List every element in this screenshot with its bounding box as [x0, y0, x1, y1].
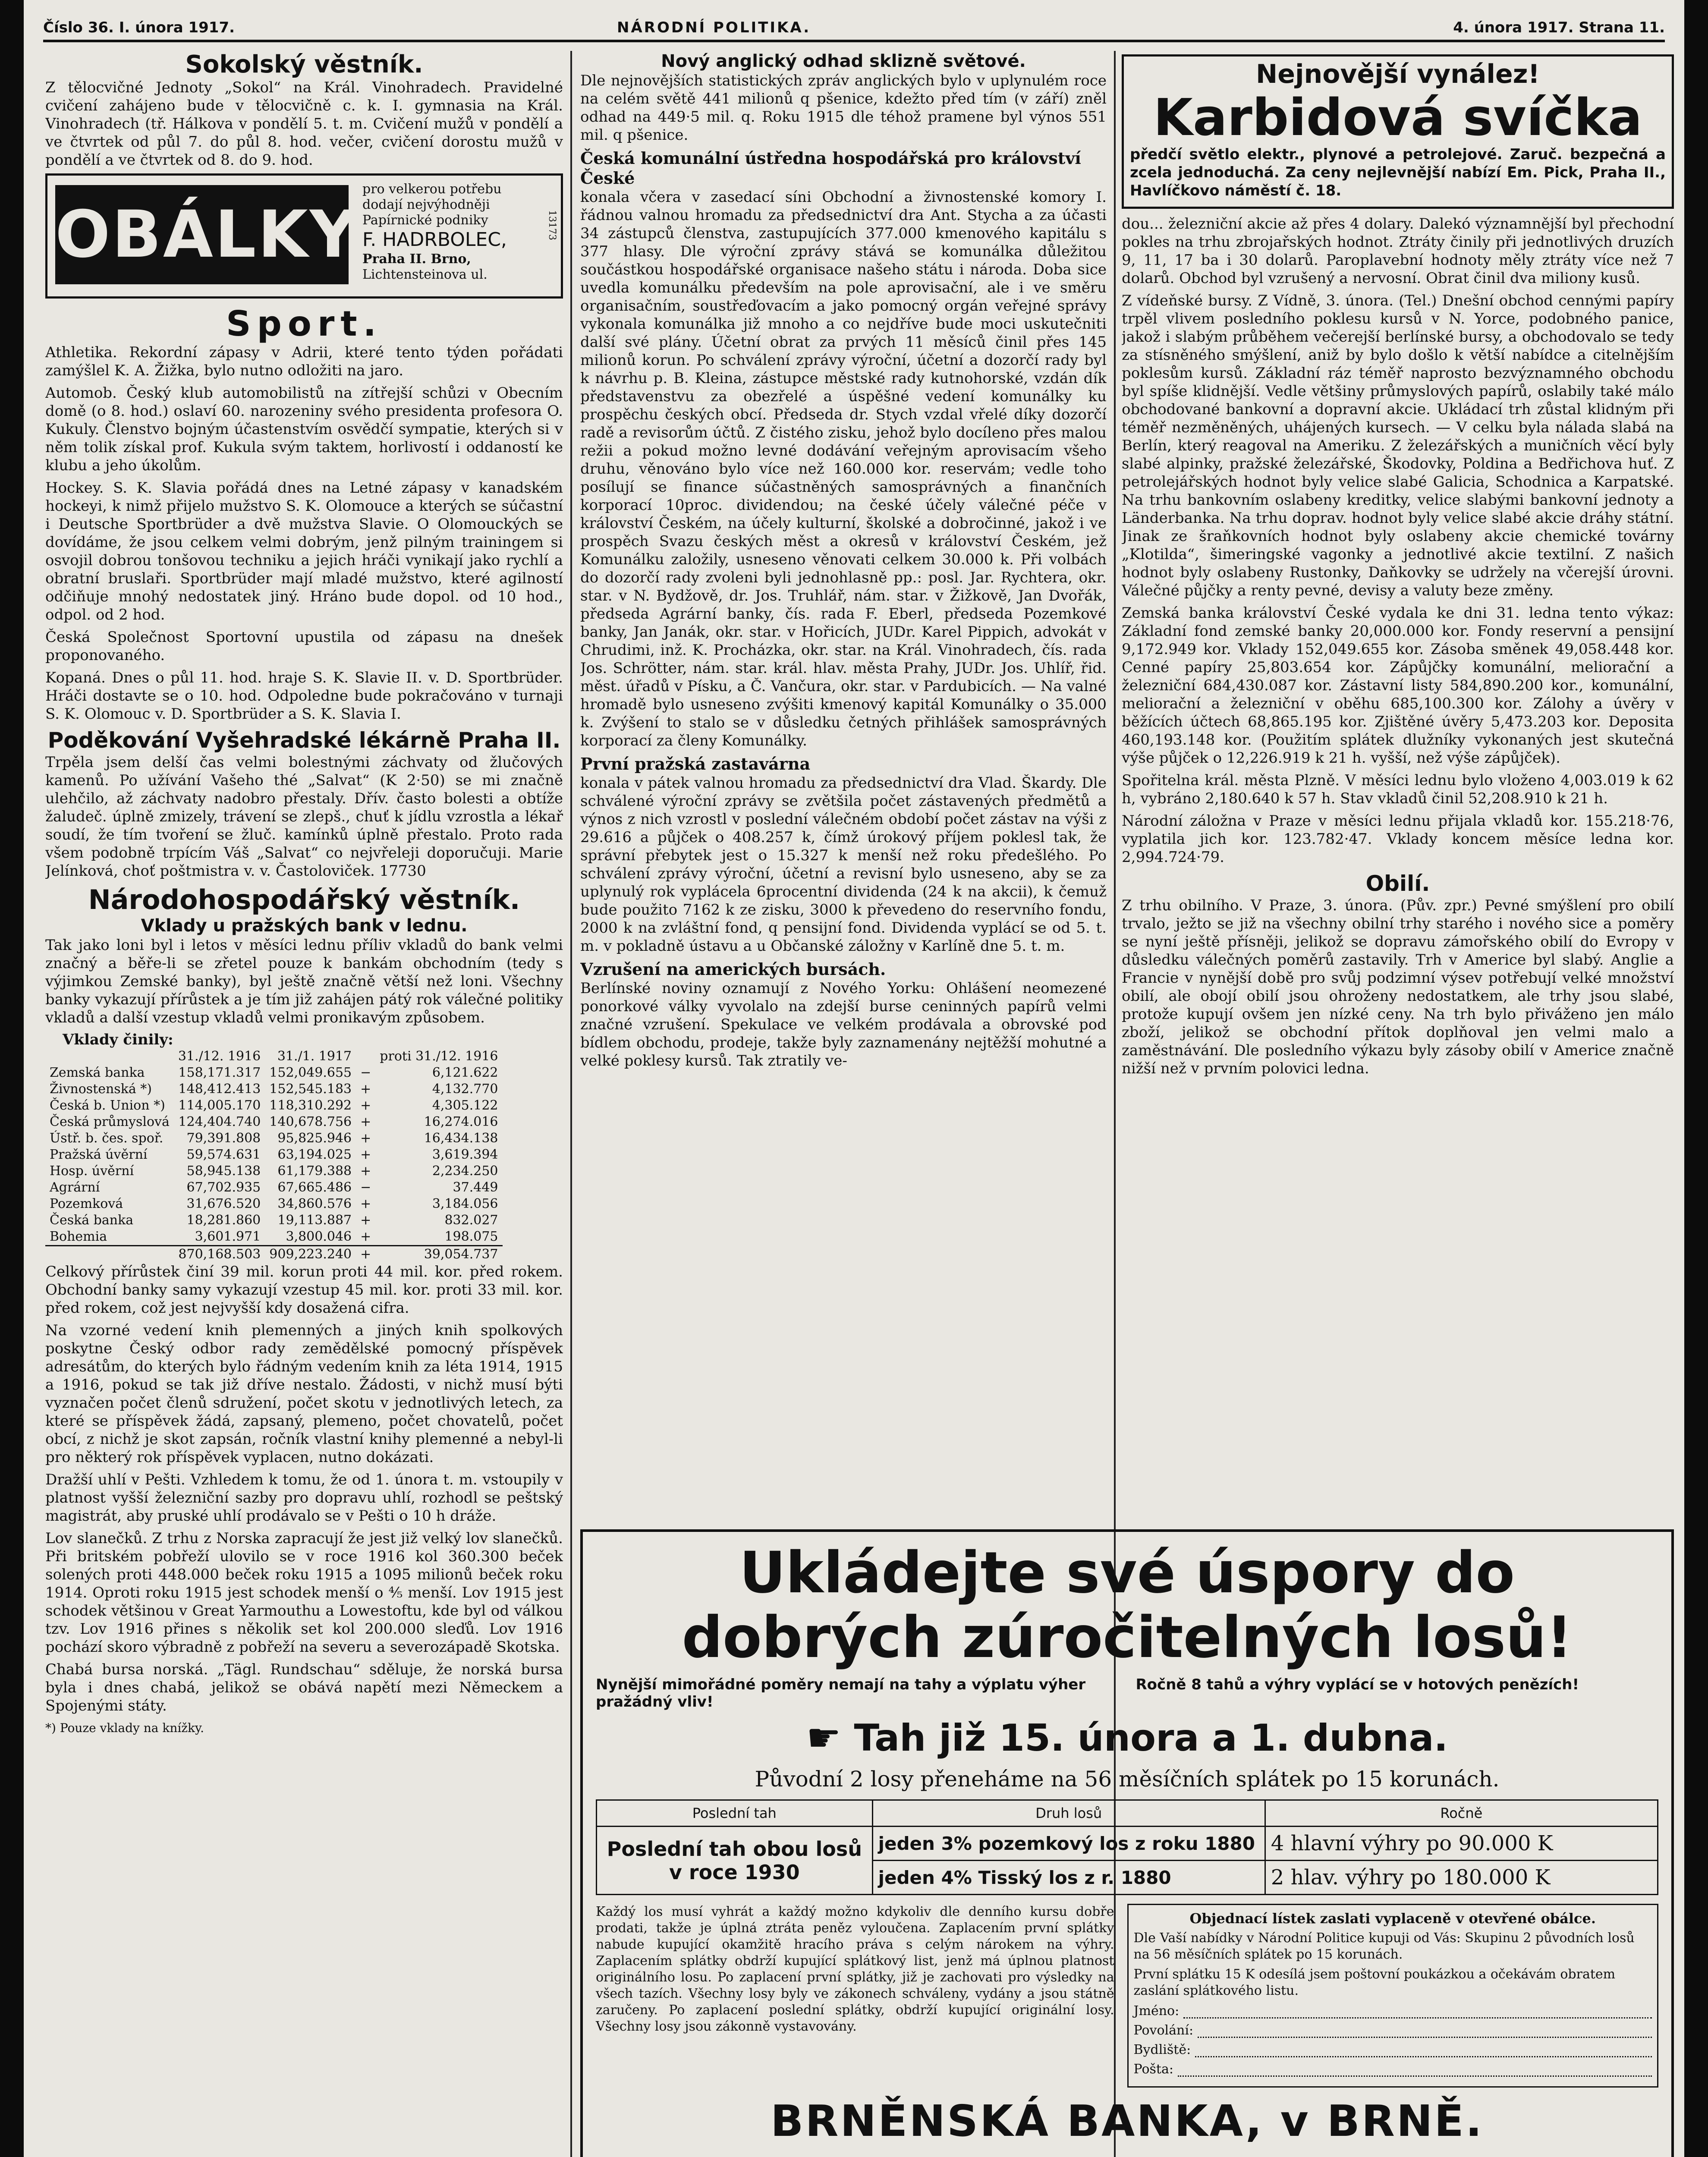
bank-name-cell: Česká průmyslová: [50, 1114, 170, 1129]
th-kind: Druh losů: [872, 1800, 1265, 1827]
deposits-table-body: [45, 1065, 503, 1246]
bank-name-cell: Pozemková: [50, 1196, 123, 1211]
deposits-table-row: [45, 1065, 503, 1081]
deposits-table-row: [45, 1081, 503, 1097]
pointing-hand-icon: ☛: [806, 1715, 841, 1761]
obalky-street: Lichtensteinova ul.: [362, 267, 488, 282]
vklady-subtitle: Vklady u pražských bank v lednu.: [141, 916, 468, 936]
podekovani-text: Trpěla jsem delší čas velmi bolestnými záchvaty od žlučových kamenů. Po užívání Vašeho thé „Salvat“ (K 2·50) se mi značně ulehčilo, až záchvaty nadobro přestaly. Dřív. často bolesti a obtíže žaludeč. úplně zmizely, trávení se zlepš., chuť k jídlu vzrostla a lékař soudí, že tím tvoření se žluč. kamínků úplně přestalo. Proto rada všem podobně trpícím Váš „Salvat“ co nejvřeleji doporučuji. Marie Jelínková, choť poštmistra v. v. Častoloviček. 17730: [45, 754, 563, 880]
change-cell: 37.449: [453, 1180, 498, 1195]
footnote: *) Pouze vklady na knížky.: [45, 1721, 204, 1735]
deposit-1916-cell: 114,005.170: [178, 1098, 261, 1113]
bank-name-cell: Ústř. b. čes. spoř.: [50, 1131, 164, 1146]
field-address-label: Bydliště:: [1133, 2042, 1191, 2057]
deposit-1917-cell: 3,800.046: [286, 1229, 352, 1244]
deposit-1916-cell: 18,281.860: [186, 1213, 261, 1228]
deposit-1917-cell: 63,194.025: [277, 1147, 352, 1162]
podekovani-title: Poděkování Vyšehradské lékárně Praha II.: [47, 728, 561, 753]
change-cell: 4,305.122: [432, 1098, 498, 1113]
column-1: [45, 51, 563, 2157]
field-job-label: Povolání:: [1133, 2023, 1194, 2038]
column-2: [580, 51, 1107, 1502]
deposit-1917-cell: 67,665.486: [277, 1180, 352, 1195]
change-cell: 16,274.016: [424, 1114, 498, 1129]
zemska-banka-vykaz: Zemská banka království České vydala ke dni 31. ledna tento výkaz: Základní fond zemské banky 20,000.000 kor. Fondy reservní a pensijní 9,172.949 kor. Vklady 152,049.655 kor. Zásoba směnek 49,058.448 kor. Cenné papíry 25,803.654 kor. Zápůjčky komunální, meliorační a železniční 684,430.087 kor. Zástavní listy 584,890.200 kor., komunální, meliorační a železniční v oběhu 685,100.300 kor. Zálohy a úvěry v běžících účtech 68,865.195 kor. Zjištěné úvěry 5,473.203 kor. Deposita 460,193.148 kor. (Použitím splátek dlužníky vykonaných jest skutečná výše půjček o 12,226.919 k 21 h. vyšší, než výše zápůjček).: [1122, 604, 1674, 767]
deposits-table-total: [45, 1246, 503, 1263]
deposits-table-row: [45, 1114, 503, 1130]
scan-border-left: [0, 0, 24, 2157]
deposits-table-row: [45, 1163, 503, 1179]
deposit-1916-cell: 79,391.808: [186, 1131, 261, 1146]
deposit-1917-cell: 118,310.292: [269, 1098, 352, 1113]
sport-spolecnost: Česká Společnost Sportovní upustila od zápasu na dnešek proponovaného.: [45, 629, 563, 664]
total-label: [45, 1246, 174, 1263]
deposit-1917-cell: 152,049.655: [269, 1065, 352, 1080]
change-sign-cell: −: [360, 1065, 371, 1080]
change-sign-cell: +: [360, 1229, 371, 1244]
bank-name-cell: Živnostenská *): [50, 1082, 152, 1097]
header-masthead: NÁRODNÍ POLITIKA.: [617, 19, 811, 36]
bank-name-cell: Česká banka: [50, 1213, 134, 1228]
obalky-city: Praha II. Brno,: [362, 252, 471, 267]
obalky-advertisement: [45, 173, 563, 299]
th-1916: 31./12. 1916: [178, 1049, 261, 1064]
sokol-title: Sokolský věstník.: [185, 51, 423, 79]
deposits-table-row: [45, 1147, 503, 1163]
nh-knihy: Na vzorné vedení knih plemenných a jiných knih spolkových poskytne Český odbor rady zemědělské pomocný příspěvek adresátům, do kterých bylo řádným vedením knih za léta 1914, 1915 a 1916, pokud se tak již dříve nestalo. Žádosti, v nichž musí býti vyznačen počet členů sdružení, počet skotu v jednotlivých letech, za které se příspěvek žádá, zapsaný, plemeno, počet chovatelů, počet obcí, z nichž je skot zapsán, ročník vlastní knihy plemenné a nebyl-li pro některý rok příspěvek vyplacen, nutno dokázati.: [45, 1322, 563, 1466]
narodni-zalozna: Národní záložna v Praze v měsíci lednu přijala vkladů kor. 155.218·76, vyplatila jich kor. 123.782·47. Vklady koncem měsíce ledna kor. 2,994.724·79.: [1122, 812, 1674, 866]
lottery-draw: Tah již 15. února a 1. dubna.: [854, 1717, 1448, 1760]
deposits-table-header: [45, 1048, 503, 1065]
total-1917: 909,223.240: [269, 1247, 352, 1262]
deposit-1917-cell: 34,860.576: [277, 1196, 352, 1211]
total-diff: 39,054.737: [424, 1247, 498, 1262]
lottery-draw-row: [596, 1717, 1658, 1760]
deposit-1916-cell: 31,676.520: [186, 1196, 261, 1211]
obalky-line3: Papírnické podniky: [362, 213, 488, 228]
deposits-table-row: [45, 1097, 503, 1114]
lottery-headline-1: Ukládejte své úspory do: [739, 1540, 1515, 1606]
th-sign: [356, 1048, 375, 1065]
kind-1: jeden 3% pozemkový los z roku 1880: [872, 1827, 1265, 1861]
lottery-info-right: Ročně 8 tahů a výhry vyplácí se v hotových penězích!: [1136, 1676, 1579, 1693]
karbid-text: předčí světlo elektr., plynové a petrolejové. Zaruč. bezpečná a zcela jednoduchá. Za ceny nejlevnější nabízí Em. Pick, Praha II., Havlíčkovo náměstí č. 18.: [1130, 146, 1666, 199]
order-form: [1127, 1904, 1659, 2088]
yearly-1: 4 hlavní výhry po 90.000 K: [1265, 1827, 1658, 1861]
lottery-table: [596, 1799, 1658, 1895]
deposit-1917-cell: 61,179.388: [277, 1163, 352, 1179]
bank-name-cell: Hosp. úvěrní: [50, 1163, 134, 1179]
field-name-label: Jméno:: [1133, 2003, 1180, 2019]
obalky-text: [362, 182, 552, 283]
field-name-line: [1183, 2006, 1652, 2019]
total-sign: +: [360, 1247, 371, 1262]
lottery-small-text: Každý los musí vyhrát a každý možno kdykoliv dle denního kursu dobře prodati, takže je úplná ztráta peněz vyloučena. Zaplacením první splátky nabude kupující okamžitě hracího práva s celým nárokem na výhry. Zaplacením splátky obdrží kupující splátkový list, jenž má úplnou platnost originálního losu. Po zaplacení první splátky, již je zachovati pro výsledky na všech tazích. Všechny losy byly ve zákonech schváleny, vydány a jsou státně zaručeny. Po zaplacení poslední splátky, obdrží kupující originální losy. Všechny losy jsou zákonně vystavovány.: [596, 1904, 1114, 2034]
nh-celkovy: Celkový přírůstek činí 39 mil. korun proti 44 mil. kor. před rokem. Obchodní banky samy vykazují vzestup 45 mil. kor. proti 33 mil. kor. před rokem, což jest nejvyšší kdy dosažená cifra.: [45, 1263, 563, 1317]
field-address-line: [1195, 2045, 1652, 2057]
th-last-draw: Poslední tah: [597, 1800, 873, 1827]
change-sign-cell: +: [360, 1147, 371, 1162]
sport-hockey: Hockey. S. K. Slavia pořádá dnes na Letné zápasy v kanadském hockeyi, k nimž přijelo mužstvo S. K. Olomouce a kterých se súčastní i Deutsche Sportbrüder a dvě mužstva Slavie. O Olomouckých se dovídáme, že jsou celkem velmi dobrým, jenž pilným trainingem si osvojil dobrou tonšovou techniku a jejich hráči vynikají jako rychlí a obratní bruslaři. Sportbrüder mají mladé mužstvo, které agilností odčiňuje mnohý nedostatek jiný. Hráno bude dopol. od 10 hod., odpol. od 2 hod.: [45, 479, 563, 623]
header-right: 4. února 1917. Strana 11.: [1453, 19, 1665, 36]
lottery-headline-2: dobrých zúročitelných losů!: [682, 1604, 1573, 1671]
bank-name-cell: Pražská úvěrní: [50, 1147, 148, 1162]
change-sign-cell: +: [360, 1098, 371, 1113]
field-post-label: Pošta:: [1133, 2062, 1173, 2077]
vklady-text: Tak jako loni byl i letos v měsíci lednu příliv vkladů do bank velmi značný a běře-li se zřetel pouze k bankám obchodním (tedy s výjimkou Zemské banky), byl ještě značně větší než loni. Všechny banky vykazují přírůstek a je tím již zahájen pátý rok válečné politiky vkladů a další vzestup vkladů velmi pronikavým způsobem.: [45, 937, 563, 1026]
karbid-top: Nejnovější vynález!: [1256, 59, 1540, 89]
bursy-continued: dou... železniční akcie až přes 4 dolary. Dalekó významnější byl přechodní pokles na trhu zbrojařských hodnot. Ztráty činily při jednotlivých druzích 9, 11, 17 ba i 30 dolarů. Paroplavební hodnoty měly ztráty více než 7 dolarů. Obchod byl vzrušený a nervosní. Obrat činil dva miliony kusů.: [1122, 215, 1674, 287]
deposit-1916-cell: 59,574.631: [186, 1147, 261, 1162]
deposit-1917-cell: 95,825.946: [277, 1131, 352, 1146]
bank-name-cell: Zemská banka: [50, 1065, 145, 1080]
deposits-table-row: [45, 1212, 503, 1229]
narodohospodarsky-title: Národohospodářský věstník.: [88, 884, 520, 915]
th-bank: [45, 1048, 174, 1065]
obalky-line1: pro velkerou potřebu: [362, 182, 502, 197]
bank-name-cell: Agrární: [50, 1180, 100, 1195]
change-sign-cell: +: [360, 1196, 371, 1211]
change-cell: 198.075: [444, 1229, 498, 1244]
obalky-code: 13173: [547, 210, 557, 240]
sklizen-title: Nový anglický odhad sklizně světové.: [661, 51, 1026, 71]
change-cell: 832.027: [444, 1213, 498, 1228]
order-field-name: [1134, 2003, 1652, 2019]
total-1916: 870,168.503: [178, 1247, 261, 1262]
deposit-1917-cell: 140,678.756: [269, 1114, 352, 1129]
deposits-table-row: [45, 1179, 503, 1196]
komunalka-title: Česká komunální ústředna hospodářská pro království České: [580, 148, 1081, 188]
change-sign-cell: +: [360, 1131, 371, 1146]
order-field-post: [1134, 2062, 1652, 2077]
bank-name-cell: Česká b. Union *): [50, 1098, 165, 1113]
change-cell: 3,184.056: [432, 1196, 498, 1211]
deposit-1916-cell: 148,412.413: [178, 1082, 261, 1097]
obalky-line2: dodají nejvýhodněji: [362, 197, 490, 212]
deposits-table: [45, 1048, 503, 1263]
lottery-info-row: [596, 1676, 1658, 1711]
obalky-logo: OBÁLKY: [55, 185, 349, 284]
karbid-title: Karbidová svíčka: [1153, 88, 1642, 147]
change-cell: 4,132.770: [432, 1082, 498, 1097]
order-title: Objednací lístek zaslati vyplaceně v otevřené obálce.: [1189, 1910, 1596, 1927]
th-1917: 31./1. 1917: [277, 1049, 352, 1064]
order-field-address: [1134, 2042, 1652, 2057]
scan-border-right: [1684, 0, 1708, 2157]
column-divider-1: [570, 51, 572, 2157]
change-sign-cell: +: [360, 1082, 371, 1097]
bursy-text: Berlínské noviny oznamují z Nového Yorku: Ohlášení neomezené ponorkové války vyvolalo na zdejší burse ceninných papírů velmi značné vzrušení. Spekulace ve velkém prodávala a obrovské pod bídlem obchodu, prodeje, takže byly zaznamenány nejtěžší mohutné a velké poklesy kursů. Tak ztratily ve-: [580, 980, 1107, 1069]
kind-2: jeden 4% Tisský los z r. 1880: [872, 1861, 1265, 1895]
sport-athletika: Athletika. Rekordní zápasy v Adrii, které tento týden pořádati zamýšlel K. A. Žižka, bylo nutno odložiti na jaro.: [45, 344, 563, 379]
header-rule: [43, 40, 1665, 42]
karbid-advertisement: [1122, 54, 1674, 209]
sporitelna-plzen: Spořitelna král. města Plzně. V měsíci lednu bylo vloženo 4,003.019 k 62 h, vybráno 2,180.640 k 57 h. Stav vkladů činil 52,208.910 k 21 h.: [1122, 772, 1674, 807]
sport-kopana: Kopaná. Dnes o půl 11. hod. hraje S. K. Slavie II. v. D. Sportbrüder. Hráči dostavte se o 10. hod. Odpoledne bude pokračováno v turnaji S. K. Olomouc v. D. Sportbrüder a S. K. Slavia I.: [45, 669, 563, 723]
lottery-info-left: Nynější mimořádné poměry nemají na tahy a výplatu výher pražádný vliv!: [596, 1676, 1086, 1711]
change-cell: 6,121.622: [432, 1065, 498, 1080]
header-left: Číslo 36. I. února 1917.: [43, 19, 235, 36]
komunalka-text: konala včera v zasedací síni Obchodní a živnostenské komory I. řádnou valnou hromadu za předsednictví dra Ant. Stycha a za účasti 34 zástupců členstva, zastupujících 377.000 kmenového kapitálu s 377 hlasy. Dle výroční zprávy stává se komunálka důležitou součástkou hospodářské organisace našeho státu i národa. Doba sice uvedla komunálku především na pole aprovisační, ale i ve směru organisačním, soustřeďovacím a jako pomocný orgán veřejné správy vykonala komunálka již mnoho a co nejdříve bude moci uskutečniti další své plány. Účetní obrat za prvých 11 měsíců činil přes 145 milionů korun. Po schválení zprávy výroční, účetní a dozorčí rady byl k návrhu p. B. Kleina, zástupce městské rady kutnohorské, vzdán dík představenstvu za obezřelé a úspěšné vedení komunálky ku prospěchu českých obcí. Předseda dr. Stych vzdal vřelé díky dozorčí radě a revisorům účtů. Z čistého zisku, jehož bylo docíleno přes malou režii a pokud možno levné dodávání veřejným aprovisacím všeho druhu, věnováno bylo více než 160.000 kor. reservám; vedle toho posílují se finance súčastněných samosprávných a finančních korporací 10proc. dividendou; na české účely válečné péče v království Českém, na účely kulturní, školské a dobročinné, jakož i ve prospěch Svazu českých měst a okresů v království Českém, jež Komunálku založily, usneseno věnovati celkem 30.000 k. Při volbách do dozorčí rady zvoleni byli jednohlasně pp.: posl. Jar. Rychtera, okr. star. v N. Bydžově, dr. Jos. Truhlář, nám. star. v Žižkově, Jan Dvořák, předseda Agrární banky, čís. rada F. Eberl, předseda Pozemkové banky, Jan Janák, okr. star. v Hořicích, JUDr. Karel Pippich, advokát v Chrudimi, inž. K. Procházka, okr. star. na Král. Vinohradech, čís. rada Jos. Schrötter, nám. star. král. hlav. města Prahy, JUDr. Jos. Uhlíř, řid. měst. úřadů v Písku, a Č. Vančura, okr. star. v Pardubicích. — Na valné hromadě bylo usneseno zvýšiti kmenový kapitál Komunálky o 35.000 k. Zvýšení to stalo se v důsledku četných přihlášek samosprávných korporací za členy Komunálky.: [580, 189, 1107, 749]
th-yearly: Ročně: [1265, 1800, 1658, 1827]
lottery-lower: [596, 1904, 1658, 2088]
deposits-table-row: [45, 1229, 503, 1246]
bursy-title: Vzrušení na amerických bursách.: [580, 959, 886, 979]
lottery-offer: Původní 2 losy přeneháme na 56 měsíčních splátek po 15 korunách.: [755, 1767, 1500, 1792]
column-3: [1122, 51, 1674, 1502]
change-cell: 2,234.250: [432, 1163, 498, 1179]
sport-automobilism: Automob. Český klub automobilistů na zítřejší schůzi v Obecním domě (o 8. hod.) oslaví 60. narozeniny svého presidenta profesora O. Kukuly. Členstvo bojným účastenstvím osvědčí sympatie, kterých si v něm tolik získal prof. Kukula svým taktem, horlivostí i oddaností ke klubu a jeho úkolům.: [45, 384, 563, 474]
deposit-1916-cell: 158,171.317: [178, 1065, 261, 1080]
deposit-1916-cell: 124,404.740: [178, 1114, 261, 1129]
nh-bursa-norska: Chabá bursa norská. „Tägl. Rundschau“ sděluje, že norská bursa byla i dnes chabá, jelikož se obává napětí mezi Německem a Spojenými státy.: [45, 1661, 563, 1714]
deposit-1916-cell: 58,945.138: [186, 1163, 261, 1179]
deposit-1917-cell: 152,545.183: [269, 1082, 352, 1097]
th-diff: proti 31./12. 1916: [380, 1049, 498, 1064]
deposits-table-row: [45, 1196, 503, 1212]
order-field-job: [1134, 2023, 1652, 2038]
deposit-1916-cell: 67,702.935: [186, 1180, 261, 1195]
field-job-line: [1198, 2025, 1652, 2038]
nh-slanecky: Lov slanečků. Z trhu z Norska zapracují že jest již velký lov slanečků. Při britském pobřeží ulovilo se v roce 1916 kol 360.300 beček solených proti 448.000 beček roku 1915 a 1095 milionů beček roku 1914. Oproti roku 1915 jest schodek menší o ⁴⁄₅ menší. Lov 1915 jest schodek většinou v Great Yarmouthu a Lowestoftu, kde byl od válkou tzv. Lov 1916 přines s několik set kol 200.000 sleďů. Lov 1916 pochází skoro výbradně z pobřeží na severu a severozápadě Skotska.: [45, 1530, 563, 1656]
change-sign-cell: +: [360, 1163, 371, 1179]
deposit-1916-cell: 3,601.971: [195, 1229, 261, 1244]
sport-title: Sport.: [226, 304, 382, 344]
order-text-2: První splátku 15 K odesílá jsem poštovní poukázkou a očekávám obratem zaslání splátkového listu.: [1133, 1967, 1616, 1998]
bank-name: BRNĚNSKÁ BANKA, v BRNĚ.: [771, 2096, 1484, 2146]
vklady-table-caption: Vklady činily:: [63, 1031, 173, 1048]
nh-uhli: Dražší uhlí v Pešti. Vzhledem k tomu, že od 1. února t. m. vstoupily v platnost vyšší železniční sazby pro dopravu uhlí, rozhodl se peštský magistrát, aby pruské uhlí prodávalo se v Pešti o 10 h dráže.: [45, 1471, 563, 1525]
sklizen-text: Dle nejnovějších statistických zpráv anglických bylo v uplynulém roce na celém světě 441 milionů q pšenice, kdežto před tím (v září) zněl odhad na 449·5 mil. q. Roku 1915 dle téhož pramene byl výnos 551 mil. q pšenice.: [580, 72, 1107, 144]
change-cell: 16,434.138: [424, 1131, 498, 1146]
change-sign-cell: +: [360, 1114, 371, 1129]
field-post-line: [1178, 2064, 1652, 2077]
bank-name-cell: Bohemia: [50, 1229, 107, 1244]
obalky-company: F. HADRBOLEC,: [362, 229, 507, 251]
obili-text: Z trhu obilního. V Praze, 3. února. (Pův. zpr.) Pevné smýšlení pro obilí trvalo, ježto se již na všechny obilní trhy starého i nového sice a poměry se nyní ještě přísněji, jelikož se dopravu zámořského obilí do Evropy v důsledku válečných poměrů zastavily. Trh v Americe byl slabý. Anglie a Francie v nynější době pro svůj podzimní výsev potřebují velké množství obilí, ale obojí obilí jsou ohroženy nedostatkem, ale trhy jsou slabé, protože kupují ovšem jen nízké ceny. Na trh bylo přiváženo jen málo zboží, jelikož se obchodní přítok doplňoval jen velmi malo a zaměstnávání. Dle posledního výkazu byly zásoby obilí v Americe značně nižší než v prvním polovici ledna.: [1122, 897, 1674, 1077]
zastavarna-title: První pražská zastavárna: [580, 754, 811, 774]
last-draw-cell: Poslední tah obou losů v roce 1930: [597, 1827, 873, 1895]
change-sign-cell: −: [360, 1180, 371, 1195]
change-cell: 3,619.394: [432, 1147, 498, 1162]
zastavarna-text: konala v pátek valnou hromadu za předsednictví dra Vlad. Škardy. Dle schválené výroční zprávy se zvětšila počet zástavených předmětů a výnos z nich vzrostl v poslední válečném období počet zástav na výši z 29.616 a půjček o 408.257 k, čímž úrokový příjem poklesl tak, že správní přebytek jest o 15.327 k menší než roku předešlého. Po schválení zprávy výroční, účetní a revisní bylo usneseno, aby se za uplynulý rok vyplácela 6procentní dividenda (24 k na akcii), k čemuž bude použito 7162 k ze zisku, 3000 k převedeno do reservního fondu, 2000 k na zvláštní fond, q pensijní fond. Dividenda vyplácí se od 5. t. m. v pokladně ústavu a u Občanské záložny v Karlíně dne 5. t. m.: [580, 774, 1107, 955]
deposit-1917-cell: 19,113.887: [277, 1213, 352, 1228]
deposits-table-row: [45, 1130, 503, 1147]
change-sign-cell: +: [360, 1213, 371, 1228]
lottery-advertisement: [580, 1529, 1674, 2157]
obili-title: Obilí.: [1365, 871, 1430, 896]
videnska-bursa: Z vídeňské bursy. Z Vídně, 3. února. (Tel.) Dnešní obchod cennými papíry trpěl vlivem posledního poklesu kursů v N. Yorce, podobného panice, jakož i slabým průběhem večerejší berlínské bursy, a obchodovalo se tedy za stísněného smýšlení, aniž by bylo došlo k větší nabídce a citelnějším poklesům kursů. Základní ráz téměř naprosto bezvýznamného obchodu byl spíše klidnější. Vedle většiny průmyslových papírů, oslabily také málo obchodované bankovní a dopravní akcie. Ukládací trh zůstal klidným při téměř nezměněných, uhájených kursech. — V celku byla nálada slabá na Berlín, který reagoval na Ameriku. Z železářských a muničních věcí byly slabé alpinky, pražské železářské, Škodovky, Poldina a Bedřichova huť. Z petrolejářských hodnot byly velice slabé Galicia, Schodnica a Karpatské. Na trhu bankovním oslabeny kreditky, velice slabými bankovní jednoty a Länderbanka. Na trhu doprav. hodnot byly velice slabé akcie dráhy státní. Jinak ze šraňkovních hodnot byly oslabeny akcie chemické továrny „Klotilda“, šimeringské vagonky a jednotlivé akcie textilní. Z našich hodnot byly oslabeny Rustonky, Daňkovky se udržely na včerejší úrovni. Válečné půjčky a renty pevné, devisy a valuty beze změny.: [1122, 292, 1674, 599]
sokol-text: Z tělocvičné Jednoty „Sokol“ na Král. Vinohradech. Pravidelné cvičení zahájeno bude v tělocvičně c. k. I. gymnasia na Král. Vinohradech (tř. Hálkova v pondělí 5. t. m. Cvičení mužů v pondělí a ve čtvrtek od půl 7. do půl 8. hod. večer, cvičení dorostu mužů v pondělí a ve čtvrtek od 8. do 9. hod.: [45, 79, 563, 169]
yearly-2: 2 hlav. výhry po 180.000 K: [1265, 1861, 1658, 1895]
page-header: [43, 13, 1665, 43]
order-text: Dle Vaší nabídky v Národní Politice kupuji od Vás: Skupinu 2 původních losů na 56 měsíčních splátek po 15 korunách.: [1133, 1931, 1635, 1962]
